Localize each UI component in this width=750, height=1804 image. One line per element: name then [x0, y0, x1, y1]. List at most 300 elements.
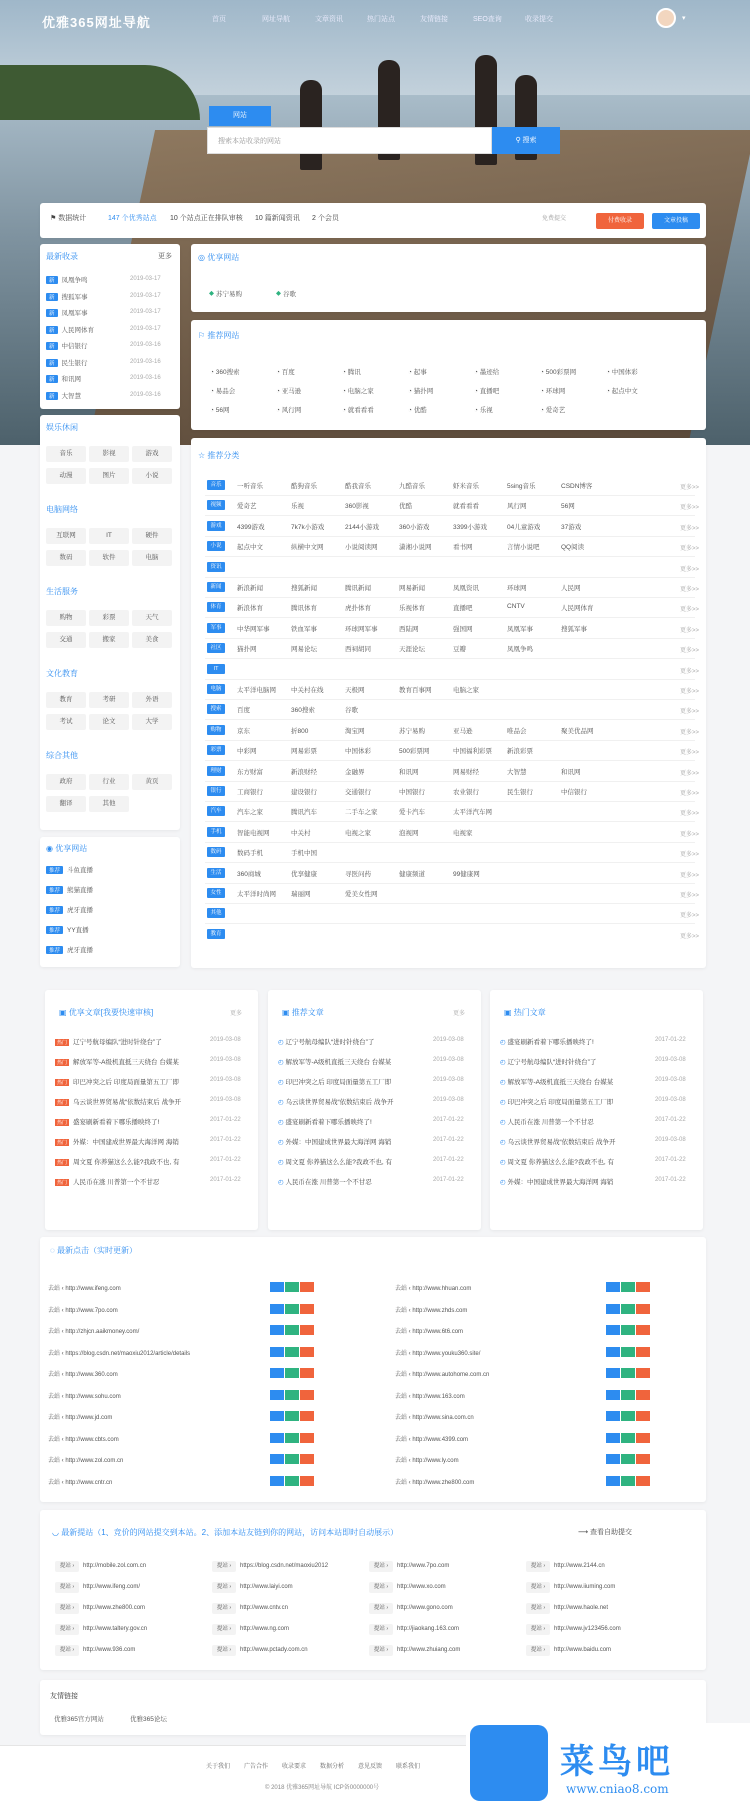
category-link[interactable]: 手机中国: [291, 850, 317, 858]
category-link[interactable]: 中华网军事: [237, 625, 270, 633]
paid-submit-button[interactable]: 付费收录: [596, 213, 644, 229]
newsubmit-row[interactable]: [369, 1603, 453, 1614]
visit-row[interactable]: [395, 1326, 463, 1335]
category-link[interactable]: 九酷音乐: [399, 483, 425, 490]
article-item[interactable]: [500, 1117, 650, 1126]
recommend-link[interactable]: [540, 367, 576, 376]
category-tag[interactable]: 体育: [207, 602, 225, 612]
category-tag[interactable]: 电脑: [207, 684, 225, 694]
category-tag[interactable]: 社区: [207, 643, 225, 653]
category-tag[interactable]: 资讯: [207, 562, 225, 572]
category-link[interactable]: 360小游戏: [399, 523, 430, 531]
article-item[interactable]: [500, 1057, 650, 1066]
category-link[interactable]: 搜狐新闻: [291, 585, 317, 592]
category-link[interactable]: 和讯网: [399, 768, 419, 776]
visit-row[interactable]: [395, 1305, 467, 1314]
category-more-link[interactable]: 更多>>: [680, 831, 700, 838]
article-more-link[interactable]: 更多: [230, 1011, 243, 1017]
category-tag[interactable]: 小说: [207, 541, 225, 551]
side-chip[interactable]: 动漫: [46, 468, 86, 484]
category-link[interactable]: 乐视: [291, 503, 304, 511]
footer-link[interactable]: 联系我们: [396, 1764, 421, 1770]
category-link[interactable]: 百度: [237, 707, 250, 715]
side-chip[interactable]: 大学: [132, 714, 172, 730]
category-link[interactable]: 中关村在线: [291, 687, 324, 694]
category-link[interactable]: 56网: [561, 503, 575, 511]
nav-item[interactable]: 热门站点: [367, 16, 395, 23]
category-tag[interactable]: 购物: [207, 725, 225, 735]
category-link[interactable]: 腾讯体育: [291, 605, 317, 613]
newsubmit-row[interactable]: [55, 1624, 147, 1635]
visit-row[interactable]: [395, 1391, 465, 1400]
category-link[interactable]: 汽车之家: [237, 809, 263, 817]
article-item[interactable]: [55, 1137, 205, 1146]
category-link[interactable]: 中国体彩: [345, 748, 371, 756]
latest-more-link[interactable]: 更多: [158, 253, 172, 260]
recommend-link[interactable]: [474, 367, 499, 376]
side-chip[interactable]: 外语: [132, 692, 172, 708]
category-link[interactable]: 环球网军事: [345, 625, 378, 633]
category-link[interactable]: 金融界: [345, 768, 365, 776]
category-more-link[interactable]: 更多>>: [680, 566, 700, 573]
category-link[interactable]: 中彩网: [237, 748, 257, 756]
category-link[interactable]: 风行网: [507, 503, 527, 511]
category-link[interactable]: CNTV: [507, 603, 525, 611]
newsubmit-row[interactable]: [212, 1561, 328, 1572]
category-link[interactable]: 酷狗音乐: [291, 483, 317, 490]
side-chip[interactable]: 软件: [89, 550, 129, 566]
category-more-link[interactable]: 更多>>: [680, 689, 700, 695]
category-more-link[interactable]: 更多>>: [680, 811, 700, 818]
category-tag[interactable]: 教育: [207, 929, 225, 939]
category-more-link[interactable]: 更多>>: [680, 750, 700, 757]
visit-row[interactable]: [48, 1391, 121, 1400]
side-chip[interactable]: 美食: [132, 632, 172, 648]
latest-item[interactable]: [46, 358, 88, 367]
category-tag[interactable]: 女性: [207, 888, 225, 898]
recommend-link[interactable]: [276, 405, 301, 414]
category-link[interactable]: 建设银行: [291, 789, 317, 796]
category-link[interactable]: 大智慧: [507, 768, 527, 776]
side-chip[interactable]: 政府: [46, 774, 86, 790]
search-tab[interactable]: 网站: [209, 106, 271, 126]
category-link[interactable]: 电视家: [453, 829, 473, 837]
category-link[interactable]: 新浪财经: [291, 768, 317, 776]
category-link[interactable]: 西祠胡同: [345, 646, 371, 654]
live-item[interactable]: [46, 925, 89, 934]
category-tag[interactable]: 数码: [207, 847, 225, 857]
category-link[interactable]: 交通银行: [345, 789, 371, 796]
article-item[interactable]: [278, 1037, 428, 1046]
chevron-down-icon[interactable]: ▾: [682, 15, 686, 22]
category-more-link[interactable]: 更多>>: [680, 729, 700, 736]
category-tag[interactable]: 其他: [207, 908, 225, 918]
category-link[interactable]: 小说阅读网: [345, 544, 378, 552]
category-link[interactable]: 人民网: [561, 585, 581, 592]
category-link[interactable]: 工商银行: [237, 789, 263, 796]
category-tag[interactable]: 新闻: [207, 582, 225, 592]
category-link[interactable]: 凤凰军事: [507, 625, 533, 633]
latest-item[interactable]: [46, 374, 81, 383]
latest-item[interactable]: [46, 292, 88, 301]
category-link[interactable]: 言情小说吧: [507, 544, 540, 552]
search-button[interactable]: [492, 127, 560, 154]
category-link[interactable]: 京东: [237, 727, 250, 735]
category-tag[interactable]: 搜索: [207, 704, 225, 714]
category-link[interactable]: 天极网: [345, 687, 365, 694]
category-link[interactable]: 唯品会: [507, 727, 527, 735]
side-chip[interactable]: 购物: [46, 610, 86, 626]
latest-item[interactable]: [46, 325, 94, 334]
category-link[interactable]: 优酷: [399, 503, 412, 511]
category-link[interactable]: 教育百事网: [399, 687, 432, 694]
side-chip[interactable]: 翻译: [46, 796, 86, 812]
category-link[interactable]: 3399小游戏: [453, 523, 487, 531]
article-item[interactable]: [278, 1077, 428, 1086]
category-link[interactable]: 2144小游戏: [345, 523, 379, 531]
article-item[interactable]: [55, 1157, 205, 1166]
newsubmit-row[interactable]: [212, 1582, 293, 1593]
category-link[interactable]: 农业银行: [453, 789, 479, 796]
visit-row[interactable]: [395, 1348, 480, 1357]
category-link[interactable]: 二手车之家: [345, 809, 378, 817]
visit-row[interactable]: [48, 1477, 112, 1486]
category-link[interactable]: 360搜索: [291, 707, 315, 715]
category-more-link[interactable]: 更多>>: [680, 505, 700, 512]
newsubmit-row[interactable]: [55, 1582, 140, 1593]
category-link[interactable]: 新浪新闻: [237, 585, 263, 592]
category-more-link[interactable]: 更多>>: [680, 709, 700, 716]
visit-row[interactable]: [395, 1283, 471, 1292]
side-chip[interactable]: 教育: [46, 692, 86, 708]
category-link[interactable]: 太平洋电脑网: [237, 687, 276, 694]
recommend-link[interactable]: [474, 386, 499, 395]
category-link[interactable]: 豆瓣: [453, 646, 466, 654]
recommend-link[interactable]: [210, 405, 229, 414]
article-submit-button[interactable]: 文章投稿: [652, 213, 700, 229]
category-link[interactable]: 聚美优品网: [561, 727, 594, 735]
recommend-link[interactable]: [342, 405, 374, 414]
visit-row[interactable]: [395, 1455, 459, 1464]
category-link[interactable]: 人民网体育: [561, 605, 594, 613]
newsubmit-row[interactable]: [55, 1603, 145, 1614]
category-link[interactable]: 凤凰争鸣: [507, 646, 533, 654]
category-more-link[interactable]: 更多>>: [680, 872, 700, 879]
side-chip[interactable]: 图片: [89, 468, 129, 484]
recommend-link[interactable]: [408, 405, 427, 414]
side-chip[interactable]: 音乐: [46, 446, 86, 462]
category-link[interactable]: QQ阅读: [561, 544, 585, 552]
category-link[interactable]: 一听音乐: [237, 483, 263, 490]
side-chip[interactable]: 天气: [132, 610, 172, 626]
newsubmit-row[interactable]: [526, 1582, 615, 1593]
category-more-link[interactable]: 更多>>: [680, 893, 700, 899]
category-link[interactable]: 中关村: [291, 829, 311, 837]
newsubmit-row[interactable]: [526, 1645, 611, 1656]
category-link[interactable]: 网易彩票: [291, 748, 317, 756]
category-tag[interactable]: 手机: [207, 827, 225, 837]
visit-row[interactable]: [395, 1434, 468, 1443]
category-more-link[interactable]: 更多>>: [680, 852, 700, 859]
side-chip[interactable]: 影视: [89, 446, 129, 462]
side-chip[interactable]: 彩票: [89, 610, 129, 626]
category-link[interactable]: 铁血军事: [291, 625, 317, 633]
side-chip[interactable]: 小说: [132, 468, 172, 484]
category-link[interactable]: 搜狐军事: [561, 625, 587, 633]
category-link[interactable]: 看书网: [453, 544, 473, 552]
category-link[interactable]: 电视之家: [345, 829, 371, 837]
category-link[interactable]: 360商城: [237, 870, 261, 878]
category-link[interactable]: 360影视: [345, 503, 369, 511]
category-link[interactable]: 西陆网: [399, 625, 419, 633]
article-more-link[interactable]: 更多: [453, 1011, 466, 1017]
article-item[interactable]: [500, 1157, 650, 1166]
live-item[interactable]: [46, 905, 93, 914]
latest-item[interactable]: [46, 341, 88, 350]
live-item[interactable]: [46, 885, 93, 894]
nav-item[interactable]: 文章资讯: [315, 16, 343, 23]
article-item[interactable]: [55, 1177, 205, 1186]
category-more-link[interactable]: 更多>>: [680, 587, 700, 593]
category-more-link[interactable]: 更多>>: [680, 546, 700, 553]
visit-row[interactable]: [48, 1326, 139, 1335]
category-link[interactable]: 7k7k小游戏: [291, 523, 325, 531]
article-item[interactable]: [278, 1137, 428, 1146]
visit-row[interactable]: [48, 1412, 112, 1421]
category-link[interactable]: 亚马逊: [453, 727, 473, 735]
recommend-link[interactable]: [540, 386, 565, 395]
side-chip[interactable]: 其他: [89, 796, 129, 812]
category-link[interactable]: 淘宝网: [345, 727, 365, 735]
category-link[interactable]: 虎扑体育: [345, 605, 371, 613]
category-more-link[interactable]: 更多>>: [680, 485, 700, 491]
visit-row[interactable]: [48, 1305, 118, 1314]
footer-link[interactable]: 数据分析: [320, 1764, 345, 1770]
visit-row[interactable]: [48, 1369, 118, 1378]
category-link[interactable]: 就看看看: [453, 503, 479, 511]
article-item[interactable]: [55, 1097, 205, 1106]
category-link[interactable]: 网易论坛: [291, 646, 317, 654]
recommend-link[interactable]: [606, 386, 638, 395]
category-link[interactable]: 5sing音乐: [507, 483, 536, 490]
side-chip[interactable]: 互联网: [46, 528, 86, 544]
category-link[interactable]: 电脑之家: [453, 687, 479, 694]
recommend-link[interactable]: [210, 386, 235, 395]
article-item[interactable]: [500, 1037, 650, 1046]
category-link[interactable]: 新浪体育: [237, 605, 263, 613]
side-chip[interactable]: 论文: [89, 714, 129, 730]
category-link[interactable]: 网易财经: [453, 768, 479, 776]
newsubmit-row[interactable]: [526, 1603, 608, 1614]
category-link[interactable]: 爱奇艺: [237, 503, 257, 511]
self-submit-link[interactable]: [578, 1527, 632, 1537]
latest-item[interactable]: [46, 275, 88, 284]
article-item[interactable]: [55, 1057, 205, 1066]
side-chip[interactable]: 考试: [46, 714, 86, 730]
category-link[interactable]: 新浪彩票: [507, 748, 533, 756]
article-item[interactable]: [278, 1157, 428, 1166]
visit-row[interactable]: [395, 1412, 474, 1421]
category-tag[interactable]: 理财: [207, 766, 225, 776]
article-item[interactable]: [500, 1097, 650, 1106]
category-link[interactable]: 东方财富: [237, 768, 263, 776]
visit-row[interactable]: [48, 1434, 119, 1443]
free-submit-link[interactable]: 免费提交: [542, 216, 567, 222]
footer-link[interactable]: 广告合作: [244, 1764, 269, 1770]
category-link[interactable]: 乐视体育: [399, 605, 425, 613]
category-link[interactable]: 天涯论坛: [399, 646, 425, 654]
nav-item[interactable]: 首页: [212, 16, 226, 23]
side-chip[interactable]: 行业: [89, 774, 129, 790]
category-link[interactable]: 太平洋时尚网: [237, 891, 276, 898]
article-item[interactable]: [278, 1057, 428, 1066]
recommend-link[interactable]: [408, 386, 433, 395]
friend-link[interactable]: 优雅365论坛: [130, 1716, 167, 1723]
category-link[interactable]: 爱美女性网: [345, 891, 378, 898]
visit-row[interactable]: [48, 1283, 121, 1292]
category-link[interactable]: 直播吧: [453, 605, 473, 613]
category-link[interactable]: 和讯网: [561, 768, 581, 776]
category-link[interactable]: 酷我音乐: [345, 483, 371, 490]
category-more-link[interactable]: 更多>>: [680, 933, 700, 940]
category-tag[interactable]: 视频: [207, 500, 225, 510]
category-link[interactable]: 猫扑网: [237, 646, 257, 654]
newsubmit-row[interactable]: [526, 1561, 605, 1572]
category-link[interactable]: 寻医问药: [345, 870, 371, 878]
friend-link[interactable]: 优雅365官方网站: [54, 1716, 104, 1723]
category-link[interactable]: 强国网: [453, 625, 473, 633]
recommend-link[interactable]: [408, 367, 427, 376]
side-chip[interactable]: 搬家: [89, 632, 129, 648]
category-more-link[interactable]: 更多>>: [680, 525, 700, 532]
category-more-link[interactable]: 更多>>: [680, 791, 700, 797]
recommend-link[interactable]: [276, 386, 301, 395]
article-item[interactable]: [278, 1177, 428, 1186]
category-link[interactable]: 中国福利彩票: [453, 748, 492, 756]
side-chip[interactable]: 游戏: [132, 446, 172, 462]
category-link[interactable]: 苏宁易购: [399, 727, 425, 735]
category-link[interactable]: 爱卡汽车: [399, 809, 425, 817]
category-link[interactable]: 中信银行: [561, 789, 587, 796]
site-logo[interactable]: 优雅365网址导航: [42, 15, 151, 30]
category-tag[interactable]: 彩票: [207, 745, 225, 755]
newsubmit-row[interactable]: [369, 1645, 460, 1656]
article-item[interactable]: [500, 1077, 650, 1086]
category-link[interactable]: CSDN博客: [561, 483, 593, 490]
category-tag[interactable]: 音乐: [207, 480, 225, 490]
category-link[interactable]: 网易新闻: [399, 585, 425, 592]
live-item[interactable]: [46, 945, 93, 954]
newsubmit-row[interactable]: [55, 1645, 135, 1656]
category-link[interactable]: 环球网: [507, 585, 527, 592]
youxiang-link[interactable]: 苏宁易购: [216, 291, 242, 298]
category-tag[interactable]: 军事: [207, 623, 225, 633]
latest-item[interactable]: [46, 391, 81, 400]
category-link[interactable]: 99健康网: [453, 870, 480, 878]
category-link[interactable]: 37游戏: [561, 523, 582, 531]
nav-item[interactable]: SEO查询: [473, 16, 502, 23]
recommend-link[interactable]: [540, 405, 565, 414]
category-link[interactable]: 04儿童游戏: [507, 523, 541, 531]
newsubmit-row[interactable]: [212, 1603, 288, 1614]
live-item[interactable]: [46, 865, 93, 874]
category-link[interactable]: 起点中文: [237, 544, 263, 552]
category-more-link[interactable]: 更多>>: [680, 668, 700, 675]
category-link[interactable]: 泡视网: [399, 829, 419, 837]
category-tag[interactable]: 游戏: [207, 521, 225, 531]
category-link[interactable]: 腾讯汽车: [291, 809, 317, 817]
article-item[interactable]: [278, 1117, 428, 1126]
newsubmit-row[interactable]: [369, 1624, 459, 1635]
newsubmit-row[interactable]: [212, 1624, 289, 1635]
newsubmit-row[interactable]: [369, 1582, 446, 1593]
recommend-link[interactable]: [606, 367, 638, 376]
article-item[interactable]: [500, 1137, 650, 1146]
visit-row[interactable]: [48, 1455, 123, 1464]
category-link[interactable]: 500彩票网: [399, 748, 430, 756]
category-link[interactable]: 优享健康: [291, 870, 317, 878]
side-chip[interactable]: 硬件: [132, 528, 172, 544]
side-chip[interactable]: 数码: [46, 550, 86, 566]
category-link[interactable]: 民生银行: [507, 789, 533, 796]
newsubmit-row[interactable]: [212, 1645, 308, 1656]
newsubmit-row[interactable]: [526, 1624, 621, 1635]
recommend-link[interactable]: [342, 367, 361, 376]
footer-link[interactable]: 意见反馈: [358, 1764, 383, 1770]
category-tag[interactable]: 生活: [207, 868, 225, 878]
category-link[interactable]: 健康频道: [399, 870, 425, 878]
category-more-link[interactable]: 更多>>: [680, 627, 700, 634]
youxiang-link[interactable]: 谷歌: [283, 291, 296, 298]
category-more-link[interactable]: 更多>>: [680, 648, 700, 655]
category-link[interactable]: 数码手机: [237, 850, 263, 858]
category-link[interactable]: 腾讯新闻: [345, 585, 371, 592]
category-link[interactable]: 折800: [291, 727, 309, 735]
category-link[interactable]: 潇湘小说网: [399, 544, 432, 552]
newsubmit-row[interactable]: [369, 1561, 449, 1572]
nav-item[interactable]: 网址导航: [262, 16, 290, 23]
category-link[interactable]: 中国银行: [399, 789, 425, 796]
footer-link[interactable]: 收录要求: [282, 1764, 307, 1770]
recommend-link[interactable]: [474, 405, 493, 414]
category-tag[interactable]: IT: [207, 664, 225, 674]
article-item[interactable]: [55, 1037, 205, 1046]
category-link[interactable]: 智能电视网: [237, 829, 270, 837]
nav-item[interactable]: 友情链接: [420, 16, 448, 23]
side-chip[interactable]: 考研: [89, 692, 129, 708]
category-link[interactable]: 谷歌: [345, 707, 358, 715]
visit-row[interactable]: [395, 1477, 474, 1486]
newsubmit-row[interactable]: [55, 1561, 146, 1572]
side-chip[interactable]: 交通: [46, 632, 86, 648]
category-link[interactable]: 虾米音乐: [453, 483, 479, 490]
search-input[interactable]: 搜索本站收录的网站: [207, 127, 492, 154]
footer-link[interactable]: 关于我们: [206, 1764, 231, 1770]
user-avatar[interactable]: [656, 8, 676, 28]
category-link[interactable]: 4399游戏: [237, 523, 265, 531]
category-more-link[interactable]: 更多>>: [680, 607, 700, 614]
side-chip[interactable]: 黄页: [132, 774, 172, 790]
category-tag[interactable]: 银行: [207, 786, 225, 796]
nav-item[interactable]: 收录提交: [525, 16, 553, 23]
category-more-link[interactable]: 更多>>: [680, 913, 700, 920]
recommend-link[interactable]: [342, 386, 374, 395]
category-link[interactable]: 太平洋汽车网: [453, 809, 492, 817]
visit-row[interactable]: [48, 1348, 190, 1357]
latest-item[interactable]: [46, 308, 88, 317]
category-link[interactable]: 瑞丽网: [291, 891, 311, 898]
article-item[interactable]: [278, 1097, 428, 1106]
